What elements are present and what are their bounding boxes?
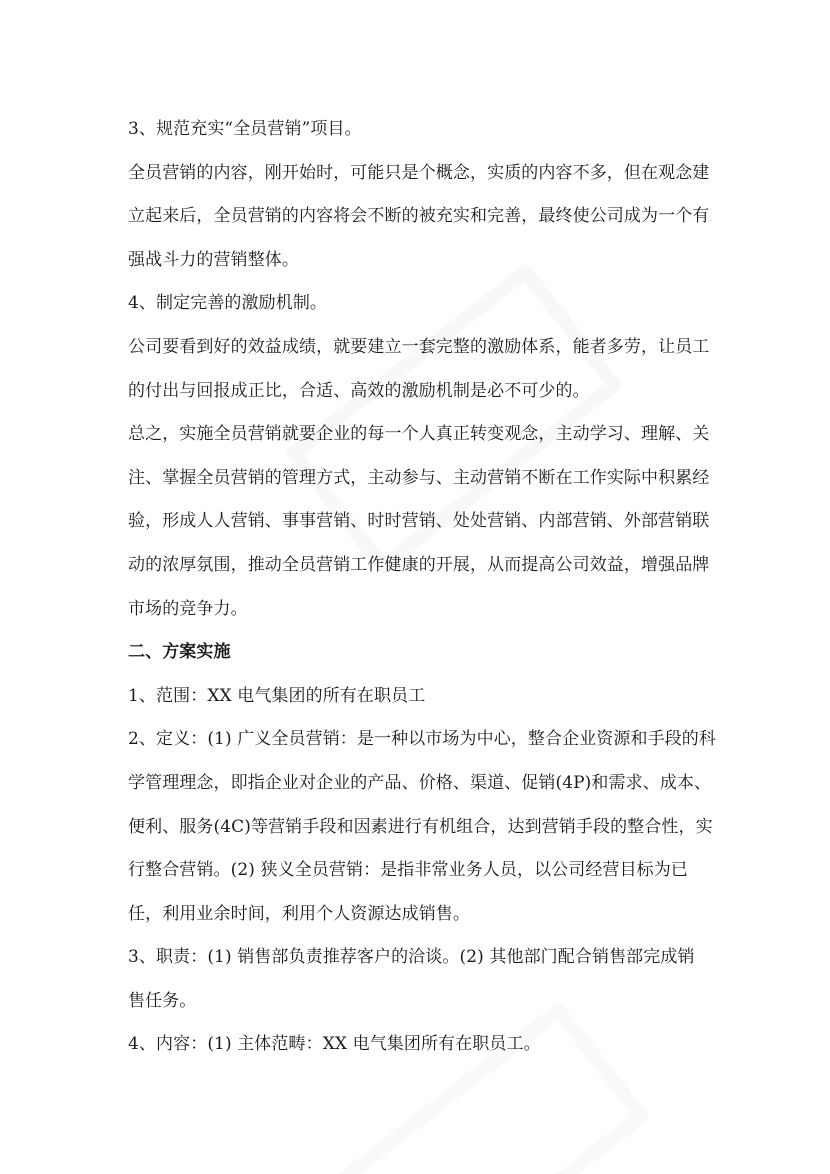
item-4-title: 4、制定完善的激励机制。: [128, 293, 328, 314]
item-3-title: 3、规范充实“全员营销”项目。: [128, 119, 362, 139]
paragraph-line: 公司要看到好的效益成绩，就要建立一套完整的激励体系，能者多劳，让员工: [128, 336, 710, 357]
document-body: [128, 108, 716, 1067]
paragraph-line: 行整合营销。(2) 狭义全员营销：是指非常业务人员，以公司经营目标为已: [128, 860, 688, 881]
paragraph-line: 便利、服务(4C)等营销手段和因素进行有机组合，达到营销手段的整合性，实: [128, 816, 713, 837]
paragraph-line: 强战斗力的营销整体。: [128, 249, 299, 270]
paragraph-line: 全员营销的内容，刚开始时，可能只是个概念，实质的内容不多，但在观念建: [128, 162, 710, 183]
paragraph-line: 任，利用业余时间，利用个人资源达成销售。: [128, 903, 470, 924]
paragraph-line: 总之，实施全员营销就要企业的每一个人真正转变观念，主动学习、理解、关: [128, 424, 710, 445]
paragraph-line: 市场的竞争力。: [128, 598, 248, 619]
scope-item: 1、范围：XX 电气集团的所有在职员工: [128, 685, 426, 706]
paragraph-line: 售任务。: [128, 990, 197, 1011]
responsibility-item: 3、职责：(1) 销售部负责推荐客户的洽谈。(2) 其他部门配合销售部完成销: [128, 947, 695, 968]
section-heading: 二、方案实施: [128, 642, 231, 663]
paragraph-line: 立起来后，全员营销的内容将会不断的被充实和完善，最终使公司成为一个有: [128, 206, 710, 227]
paragraph-line: 学管理理念，即指企业对企业的产品、价格、渠道、促销(4P)和需求、成本、: [128, 772, 712, 793]
paragraph-line: 验，形成人人营销、事事营销、时时营销、处处营销、内部营销、外部营销联: [128, 511, 710, 532]
paragraph-line: 注、掌握全员营销的管理方式，主动参与、主动营销不断在工作实际中积累经: [128, 467, 710, 488]
content-item: 4、内容：(1) 主体范畴：XX 电气集团所有在职员工。: [128, 1034, 541, 1055]
paragraph-line: 的付出与回报成正比，合适、高效的激励机制是必不可少的。: [128, 380, 590, 401]
definition-item: 2、定义：(1) 广义全员营销：是一种以市场为中心，整合企业资源和手段的科: [128, 729, 716, 750]
paragraph-line: 动的浓厚氛围，推动全员营销工作健康的开展，从而提高公司效益，增强品牌: [128, 554, 710, 575]
